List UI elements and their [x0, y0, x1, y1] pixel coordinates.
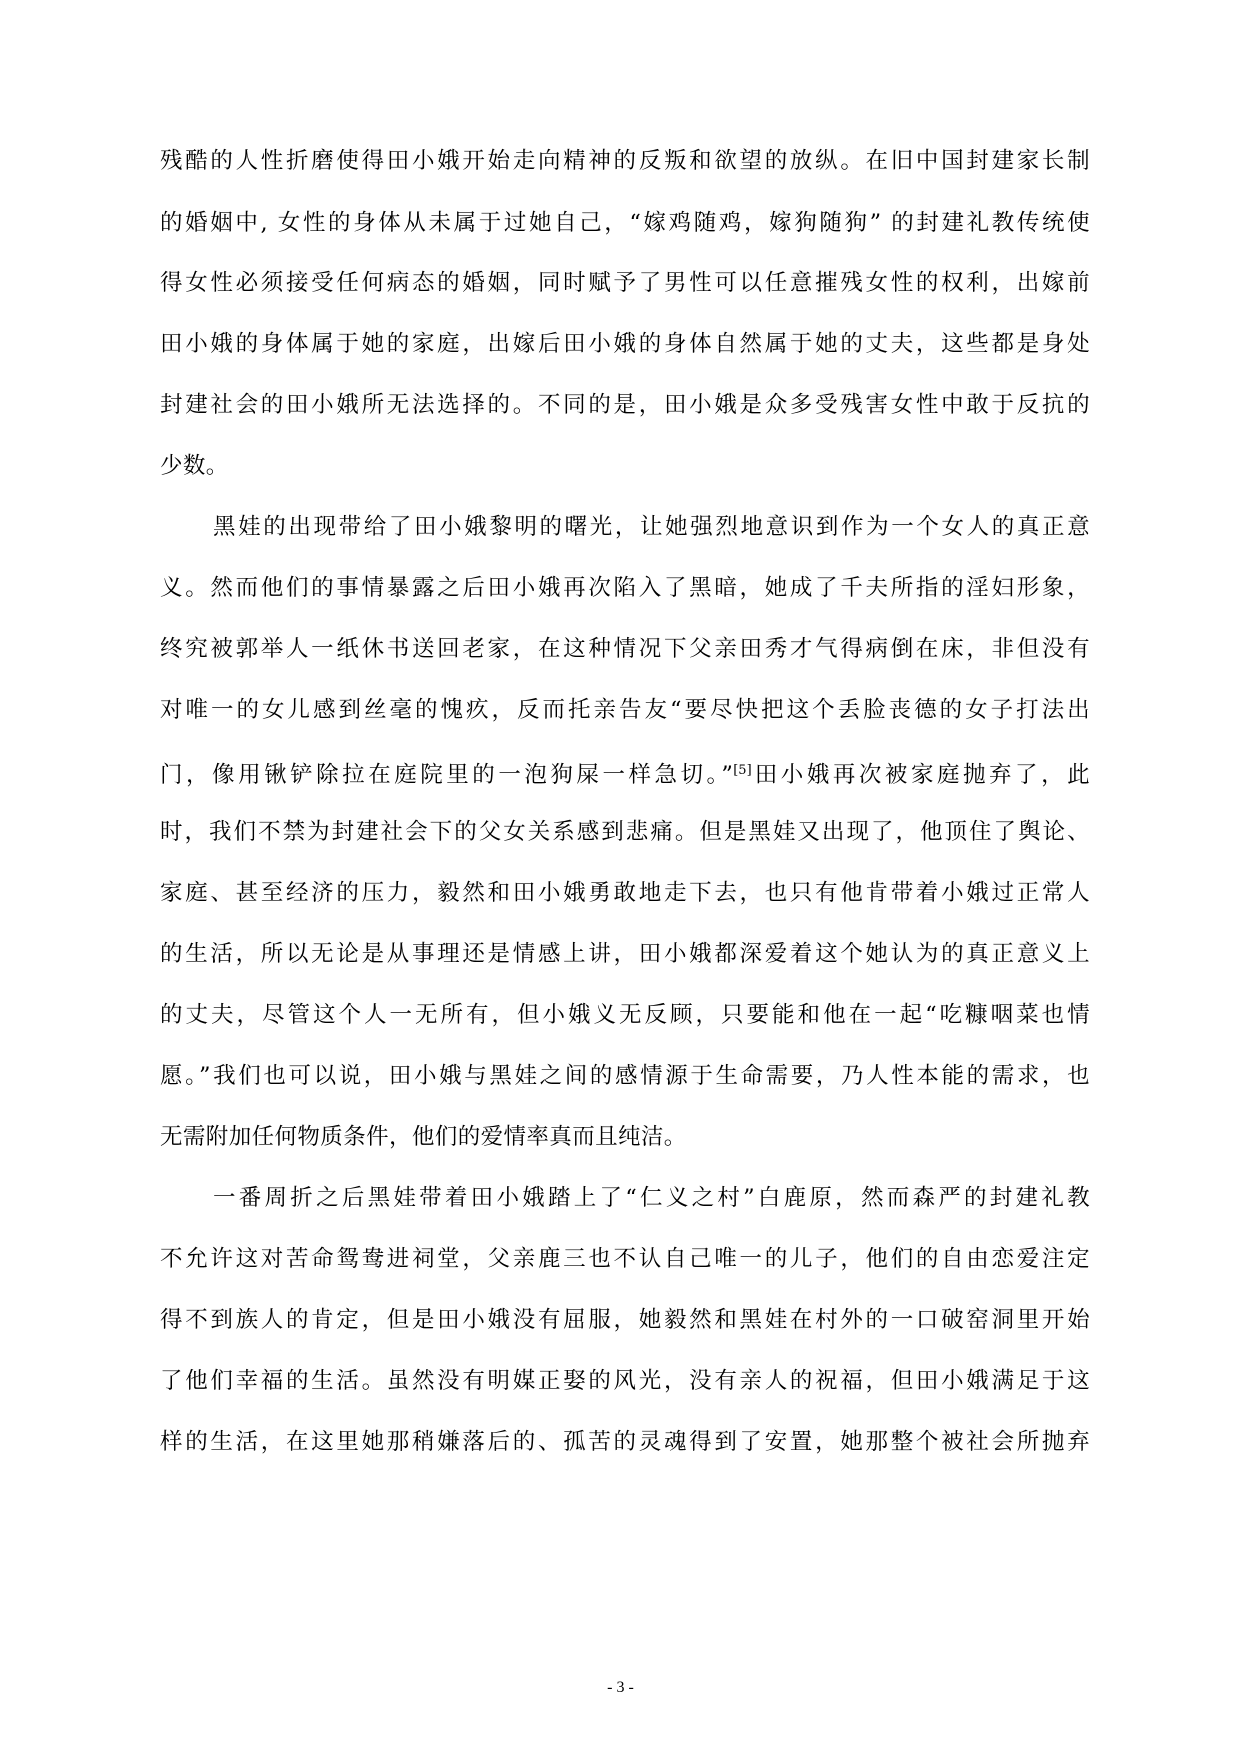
paragraph-2-line-2: 义。然而他们的事情暴露之后田小娥再次陷入了黑暗，她成了千夫所指的淫妇形象，: [160, 575, 1090, 601]
paragraph-2-line-9: 的丈夫，尽管这个人一无所有，但小娥义无反顾，只要能和他在一起“吃糠咽菜也情: [160, 1002, 1090, 1028]
citation-reference: [5]: [733, 763, 752, 778]
paragraph-2-line-7: 家庭、甚至经济的压力，毅然和田小娥勇敢地走下去，也只有他肯带着小娥过正常人: [160, 880, 1090, 906]
paragraph-2-line-4: 对唯一的女儿感到丝毫的愧疚，反而托亲告友“要尽快把这个丢脸丧德的女子打法出: [160, 697, 1090, 723]
paragraph-1-line-1: 残酷的人性折磨使得田小娥开始走向精神的反叛和欲望的放纵。在旧中国封建家长制: [160, 148, 1090, 174]
paragraph-3-line-1: 一番周折之后黑娃带着田小娥踏上了“仁义之村”白鹿原，然而森严的封建礼教: [213, 1185, 1090, 1211]
citation-line-after: 田小娥再次被家庭抛弃了，此: [751, 762, 1090, 788]
page-number: - 3 -: [607, 1679, 634, 1696]
paragraph-3-line-4: 了他们幸福的生活。虽然没有明媒正娶的风光，没有亲人的祝福，但田小娥满足于这: [160, 1368, 1090, 1394]
citation-line-before: 门，像用锹铲除拉在庭院里的一泡狗屎一样急切。”: [160, 762, 734, 788]
paragraph-2-line-5: [160, 756, 1090, 790]
paragraph-1-line-5: 封建社会的田小娥所无法选择的。不同的是，田小娥是众多受残害女性中敢于反抗的: [160, 392, 1090, 418]
paragraph-1-line-3: 得女性必须接受任何病态的婚姻，同时赋予了男性可以任意摧残女性的权利，出嫁前: [160, 270, 1090, 296]
paragraph-1-line-2: 的婚姻中, 女性的身体从未属于过她自己，“嫁鸡随鸡，嫁狗随狗” 的封建礼教传统使: [160, 210, 1090, 236]
paragraph-1-line-4: 田小娥的身体属于她的家庭，出嫁后田小娥的身体自然属于她的丈夫，这些都是身处: [160, 331, 1090, 357]
paragraph-3-line-2: 不允许这对苦命鸳鸯进祠堂，父亲鹿三也不认自己唯一的儿子，他们的自由恋爱注定: [160, 1246, 1090, 1272]
paragraph-2-line-3: 终究被郭举人一纸休书送回老家，在这种情况下父亲田秀才气得病倒在床，非但没有: [160, 636, 1090, 662]
paragraph-2-line-11: 无需附加任何物质条件，他们的爱情率真而且纯洁。: [160, 1124, 687, 1150]
paragraph-2-line-10: 愿。”我们也可以说，田小娥与黑娃之间的感情源于生命需要，乃人性本能的需求，也: [160, 1063, 1090, 1089]
paragraph-1-line-6: 少数。: [160, 453, 229, 479]
paragraph-3-line-5: 样的生活，在这里她那稍嫌落后的、孤苦的灵魂得到了安置，她那整个被社会所抛弃: [160, 1429, 1090, 1455]
paragraph-2-line-8: 的生活，所以无论是从事理还是情感上讲，田小娥都深爱着这个她认为的真正意义上: [160, 941, 1090, 967]
paragraph-3-line-3: 得不到族人的肯定，但是田小娥没有屈服，她毅然和黑娃在村外的一口破窑洞里开始: [160, 1307, 1090, 1333]
paragraph-2-line-1: 黑娃的出现带给了田小娥黎明的曙光，让她强烈地意识到作为一个女人的真正意: [213, 514, 1090, 540]
paragraph-2-line-6: 时，我们不禁为封建社会下的父女关系感到悲痛。但是黑娃又出现了，他顶住了舆论、: [160, 819, 1090, 845]
